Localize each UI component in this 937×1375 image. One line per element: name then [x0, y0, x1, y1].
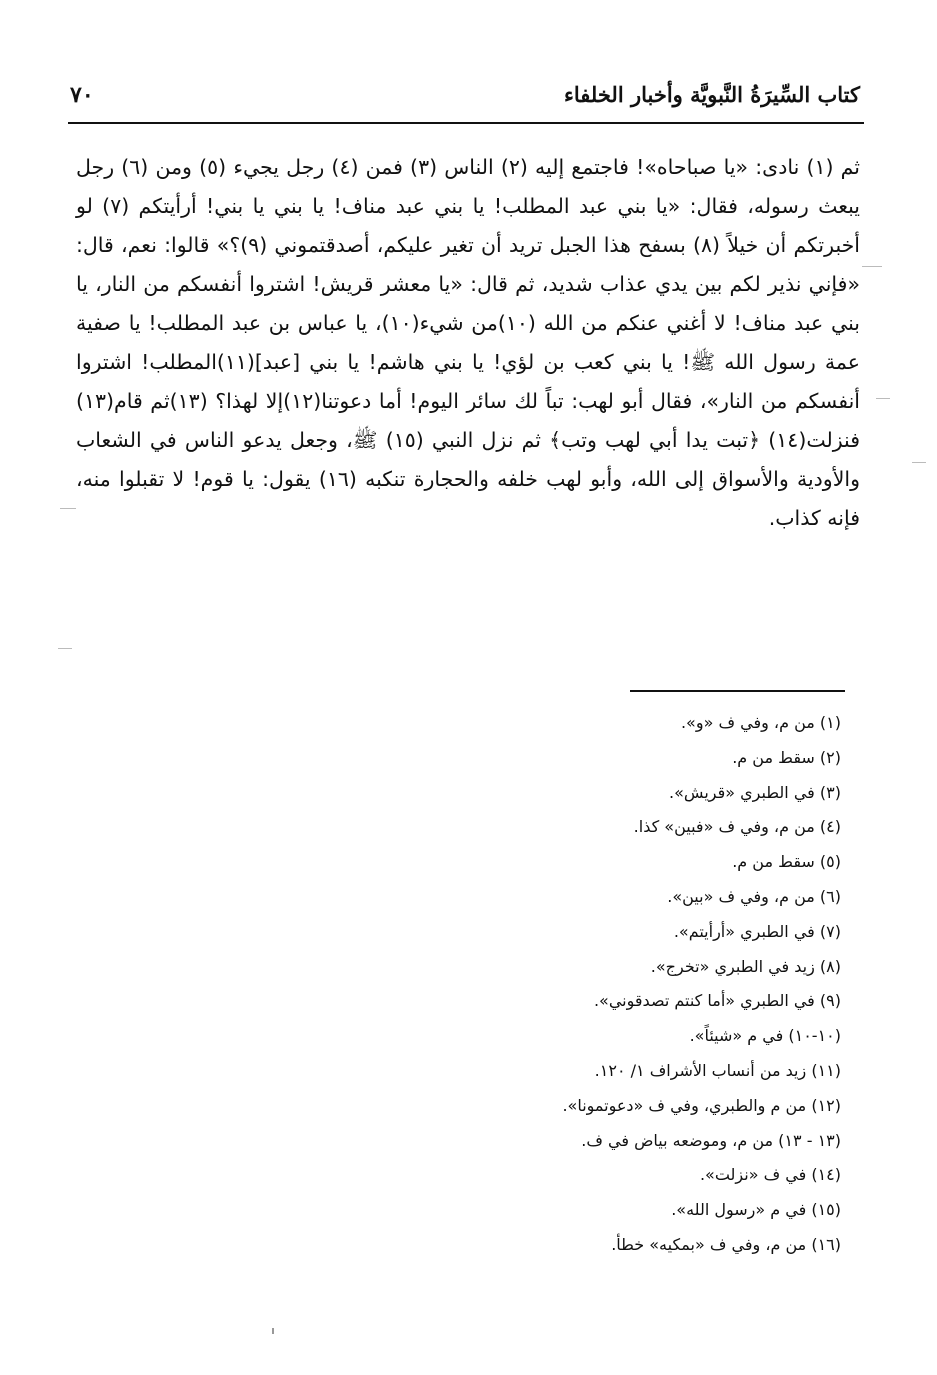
footnotes-list	[321, 708, 841, 1265]
footnote-item: (١٦) من م، وفي ف «بمكيه» خطأ.	[611, 1234, 841, 1254]
footnote-item: (٧) في الطبري «أرأيتم».	[673, 921, 841, 941]
footnote-item: (١١) زيد من أنساب الأشراف ١/ ١٢٠.	[594, 1060, 841, 1080]
footnote-item: (١٢) من م والطبري، وفي ف «دعوتمونا».	[562, 1095, 841, 1115]
scan-dot	[272, 1328, 274, 1334]
page-number: ٧٠	[70, 82, 94, 108]
main-text	[76, 148, 860, 538]
footnote-separator	[630, 690, 845, 692]
margin-scan-mark	[912, 462, 926, 463]
footnote-item: (٢) سقط من م.	[732, 747, 841, 767]
footnote-item: (٨) زيد في الطبري «تخرج».	[650, 956, 841, 976]
footnote-item: (١٠-١٠) في م «شيئاً».	[689, 1026, 841, 1046]
body-paragraph: ثم (١) نادى: «يا صباحاه»! فاجتمع إليه (٢) الناس (٣) فمن (٤) رجل يجيء (٥) ومن (٦) رجل يبعث رسوله، فقال: «يا بني عبد المطلب! يا بني عبد مناف! يا بني يا بني! أرأيتكم (٧) لو أخبرتكم أن خيلاً (٨) بسفح هذا الجبل تريد أن تغير عليكم، أصدقتموني (٩)؟» قالوا: نعم، قال: «فإني نذير لكم بين يدي عذاب شديد، ثم قال: «يا معشر قريش! اشتروا أنفسكم من النار، يا بني عبد مناف! لا أغني عنكم من الله (١٠)من شيء(١٠)، يا عباس بن عبد المطلب! يا صفية عمة رسول الله ﷺ! يا بني كعب بن لؤي! يا بني هاشم! يا بني [عبد](١١)المطلب! اشتروا أنفسكم من النار»، فقال أبو لهب: تباً لك سائر اليوم! أما دعوتنا(١٢)إلا لهذا؟ (١٣)ثم قام(١٣) فنزلت(١٤) ﴿تبت يدا أبي لهب وتب﴾ ثم نزل النبي (١٥) ﷺ، وجعل يدعو الناس في الشعاب والأودية والأسواق إلى الله، وأبو لهب خلفه والحجارة تنكبه (١٦) يقول: يا قوم! لا تقبلوا منه، فإنه كذاب.	[76, 155, 860, 530]
book-title: كتاب السِّيرَةُ النَّبويَّة وأخبار الخلفاء	[564, 82, 860, 107]
running-header	[70, 78, 860, 118]
margin-scan-mark	[876, 398, 890, 399]
footnote-item: (٤) من م، وفي ف «فبين» كذا.	[633, 817, 841, 837]
margin-scan-mark	[58, 648, 72, 649]
footnote-item: (٩) في الطبري «أما كنتم تصدقوني».	[593, 991, 841, 1011]
footnote-item: (١٤) في ف «نزلت».	[699, 1165, 841, 1185]
footnote-item: (١) من م، وفي ف «و».	[680, 713, 841, 732]
header-rule	[68, 122, 864, 124]
margin-scan-mark	[862, 266, 882, 267]
footnote-item: (٣) في الطبري «قريش».	[669, 782, 841, 802]
footnote-item: (١٣ - ١٣) من م، وموضعه بياض في ف.	[581, 1130, 841, 1150]
footnote-item: (٦) من م، وفي ف «بين».	[667, 886, 841, 906]
footnote-item: (٥) سقط من م.	[732, 852, 841, 872]
footnote-item: (١٥) في م «رسول الله».	[671, 1200, 841, 1220]
margin-scan-mark	[60, 508, 76, 509]
